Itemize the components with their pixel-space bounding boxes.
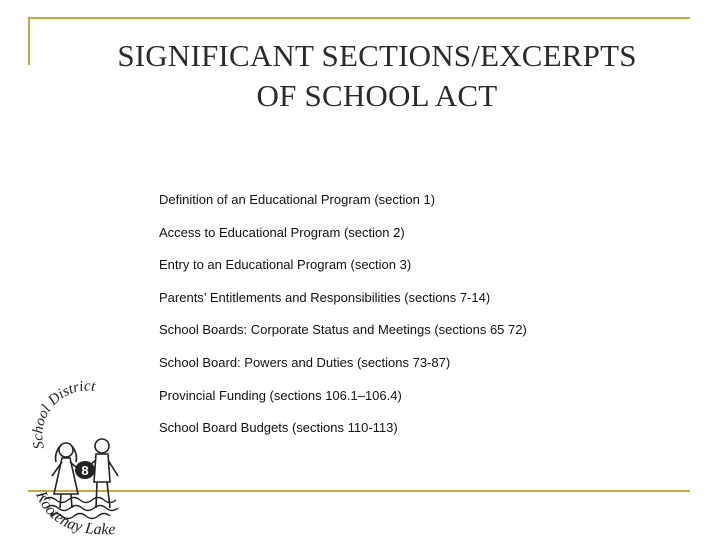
list-item: School Boards: Corporate Status and Meetings (sections 65 72) (159, 322, 527, 338)
top-rule (28, 17, 690, 19)
left-rule (28, 17, 30, 65)
list-item: Entry to an Educational Program (section 3) (159, 257, 412, 273)
slide-title (96, 36, 658, 116)
list-item: School Board Budgets (sections 110-113) (159, 420, 398, 436)
logo-number: 8 (81, 463, 89, 478)
list-item: Parents’ Entitlements and Responsibilities (sections 7-14) (159, 289, 491, 305)
title-line-1: SIGNIFICANT SECTIONS/EXCERPTS (117, 38, 637, 73)
list-item: Provincial Funding (sections 106.1–106.4) (159, 387, 402, 403)
list-item: Definition of an Educational Program (section 1) (159, 192, 436, 207)
title-line-2: OF SCHOOL ACT (256, 78, 498, 113)
logo-bottom-text: Kootenay Lake (32, 488, 116, 539)
section-list (159, 188, 527, 449)
list-item: Access to Educational Program (section 2) (159, 224, 405, 240)
list-item: School Board: Powers and Duties (sections 73-87) (159, 354, 451, 370)
school-district-logo (30, 376, 142, 544)
logo-top-text: School District (30, 378, 97, 451)
